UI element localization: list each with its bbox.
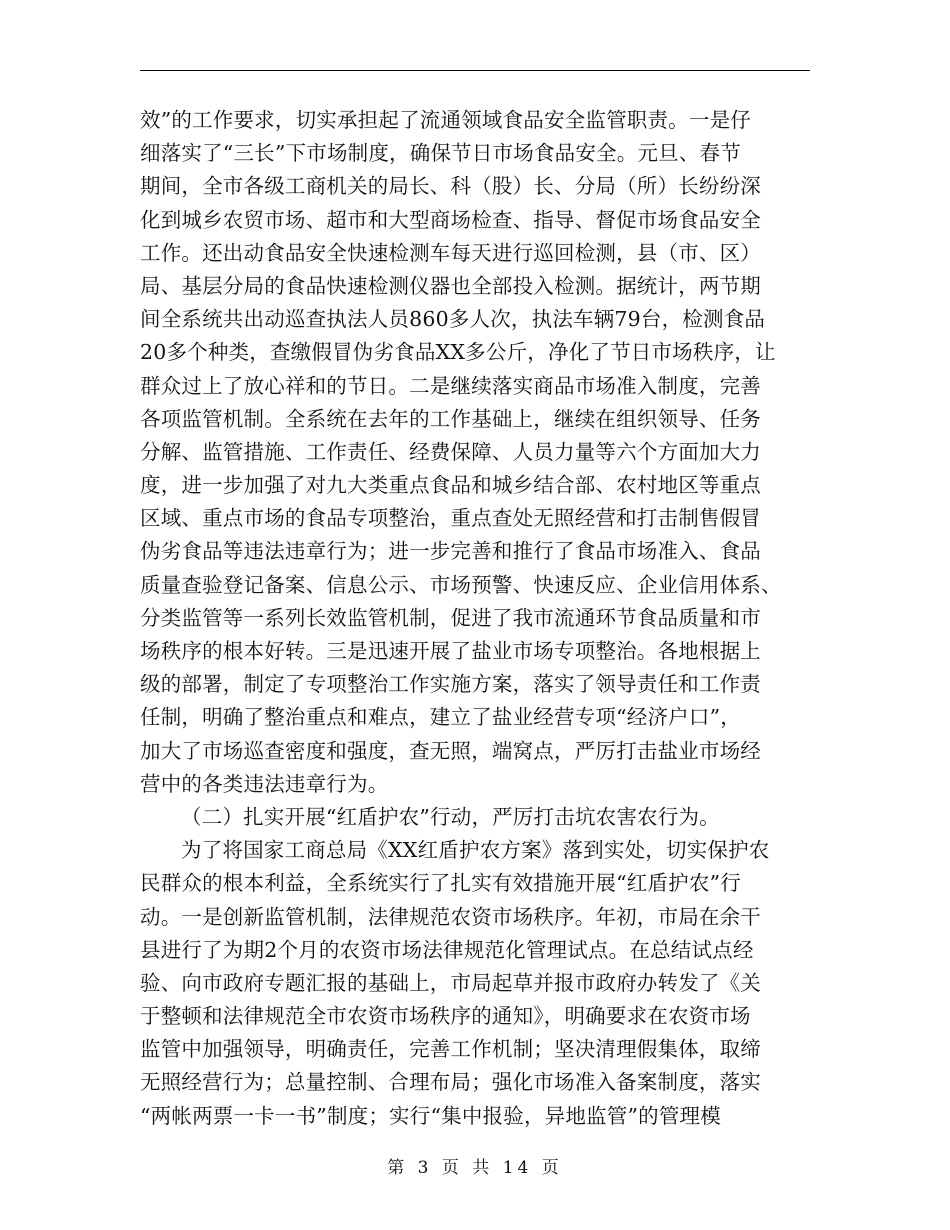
text-line: 验、向市政府专题汇报的基础上，市局起草并报市政府办转发了《关 [140,970,761,995]
document-body [140,104,820,1133]
text-line: 局、基层分局的食品快速检测仪器也全部投入检测。据统计，两节期 [140,273,761,298]
text-line: 无照经营行为；总量控制、合理布局；强化市场准入备案制度，落实 [140,1070,761,1095]
section-heading: （二）扎实开展“红盾护农”行动，严厉打击坑农害农行为。 [181,804,720,829]
text-line: 区域、重点市场的食品专项整治，重点查处无照经营和打击制售假冒 [140,506,761,531]
text-line: 县进行了为期2个月的农资市场法律规范化管理试点。在总结试点经 [140,937,754,962]
text-line: 分解、监管措施、工作责任、经费保障、人员力量等六个方面加大力 [140,439,761,464]
text-line: 化到城乡农贸市场、超市和大型商场检查、指导、督促市场食品安全 [140,207,761,232]
text-line: 加大了市场巡查密度和强度，查无照，端窝点，严厉打击盐业市场经 [140,738,761,763]
text-line: 效”的工作要求，切实承担起了流通领域食品安全监管职责。一是仔 [140,108,751,132]
text-line: 细落实了“三长”下市场制度，确保节日市场食品安全。元旦、春节 [140,141,741,166]
text-line: 监管中加强领导，明确责任，完善工作机制；坚决清理假集体，取缔 [140,1037,761,1062]
text-line: “两帐两票一卡一书”制度；实行“集中报验，异地监管”的管理模 [140,1103,721,1128]
text-line: 任制，明确了整治重点和难点，建立了盐业经营专项“经济户口”， [140,705,741,730]
text-line: 民群众的根本利益，全系统实行了扎实有效措施开展“红盾护农”行 [140,871,741,896]
text-line: 各项监管机制。全系统在去年的工作基础上，继续在组织领导、任务 [140,406,761,431]
text-line: 动。一是创新监管机制，法律规范农资市场秩序。年初，市局在余干 [140,904,761,929]
text-line: 度，进一步加强了对九大类重点食品和城乡结合部、农村地区等重点 [140,473,761,498]
text-line: 分类监管等一系列长效监管机制，促进了我市流通环节食品质量和市 [140,605,761,630]
text-line: 于整顿和法律规范全市农资市场秩序的通知》，明确要求在农资市场 [140,1004,751,1029]
page-footer: 第 3 页 共 14 页 [387,1158,563,1178]
text-line: 间全系统共出动巡查执法人员860多人次，执法车辆79台，检测食品 [140,307,766,332]
text-line: 营中的各类违法违章行为。 [140,771,389,796]
text-line: 期间，全市各级工商机关的局长、科（股）长、分局（所）长纷纷深 [140,174,761,199]
text-line: 伪劣食品等违法违章行为；进一步完善和推行了食品市场准入、食品 [140,539,761,564]
text-line: 工作。还出动食品安全快速检测车每天进行巡回检测，县（市、区） [140,240,761,265]
text-line: 20多个种类，查缴假冒伪劣食品XX多公斤，净化了节日市场秩序，让 [140,340,776,365]
text-line: 级的部署，制定了专项整治工作实施方案，落实了领导责任和工作责 [140,672,761,697]
text-line: 群众过上了放心祥和的节日。二是继续落实商品市场准入制度，完善 [140,373,761,398]
text-line: 场秩序的根本好转。三是迅速开展了盐业市场专项整治。各地根据上 [140,639,761,663]
header-rule [140,70,810,71]
text-line: 为了将国家工商总局《XX红盾护农方案》落到实处，切实保护农 [181,838,770,863]
text-line: 质量查验登记备案、信息公示、市场预警、快速反应、企业信用体系、 [140,572,782,597]
